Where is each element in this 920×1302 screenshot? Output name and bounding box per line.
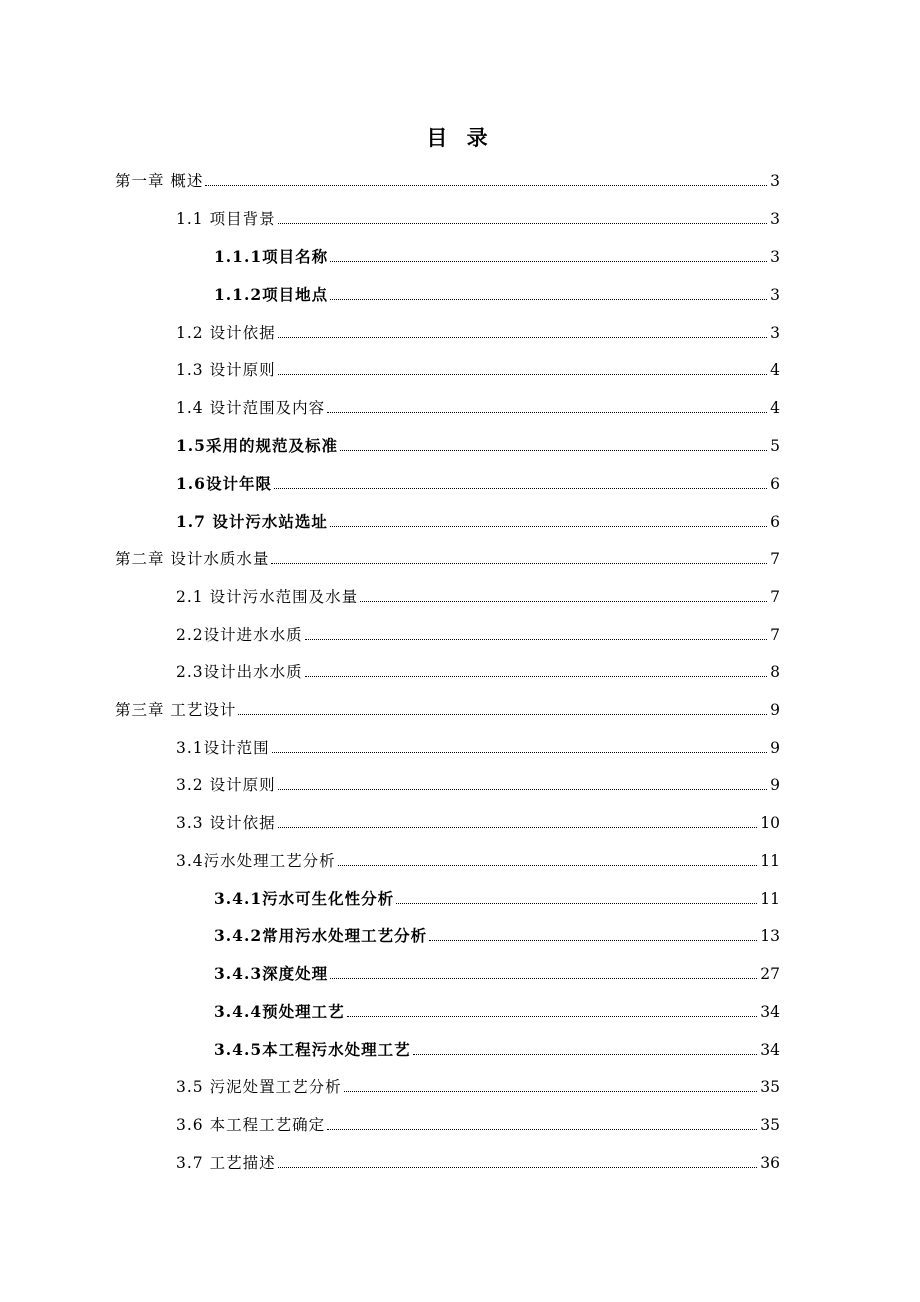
dot-leader <box>205 184 767 186</box>
toc-entry[interactable] <box>214 998 780 1022</box>
dot-leader <box>330 260 767 262</box>
toc-entry-page: 35 <box>760 1116 780 1134</box>
dot-leader <box>278 373 768 375</box>
toc-entry[interactable] <box>214 281 780 305</box>
dot-leader <box>278 336 768 338</box>
toc-entry-page: 34 <box>760 1041 780 1059</box>
toc-entry-page: 7 <box>770 588 780 606</box>
toc-entry-label: 3.4.3深度处理 <box>214 964 329 983</box>
toc-entry[interactable] <box>176 1111 780 1135</box>
toc-entry[interactable] <box>214 922 780 946</box>
toc-entry-page: 9 <box>770 701 780 719</box>
toc-entry[interactable] <box>176 1149 780 1173</box>
toc-entry-page: 35 <box>760 1078 780 1096</box>
toc-entry-page: 3 <box>770 324 780 342</box>
toc-entry-label: 第二章 设计水质水量 <box>115 550 270 568</box>
toc-entry[interactable] <box>115 167 780 191</box>
toc-entry-label: 1.2 设计依据 <box>176 324 276 342</box>
dot-leader <box>396 902 757 904</box>
toc-entry-page: 3 <box>770 248 780 266</box>
toc-entry-label: 3.4污水处理工艺分析 <box>176 852 336 870</box>
toc-entry-label: 1.1.2项目地点 <box>214 285 329 304</box>
dot-leader <box>413 1053 758 1055</box>
toc-entry-page: 9 <box>770 739 780 757</box>
dot-leader <box>238 713 767 715</box>
toc-entry-label: 1.5采用的规范及标准 <box>176 436 338 455</box>
toc-title: 目 录 <box>426 125 494 150</box>
toc-entry[interactable] <box>214 960 780 984</box>
toc-entry-page: 8 <box>770 663 780 681</box>
toc-entry[interactable] <box>176 734 780 758</box>
toc-entry-label: 3.5 污泥处置工艺分析 <box>176 1078 342 1096</box>
toc-entry[interactable] <box>176 771 780 795</box>
dot-leader <box>347 1015 758 1017</box>
dot-leader <box>330 977 757 979</box>
dot-leader <box>305 675 767 677</box>
toc-entry-page: 36 <box>760 1154 780 1172</box>
toc-entry-label: 3.3 设计依据 <box>176 814 276 832</box>
toc-entry[interactable] <box>176 470 780 494</box>
toc-entry-label: 2.3设计出水水质 <box>176 663 303 681</box>
toc-entry-label: 1.6设计年限 <box>176 474 272 493</box>
toc-entry-page: 27 <box>760 965 780 983</box>
dot-leader <box>327 411 767 413</box>
dot-leader <box>272 751 767 753</box>
toc-entry-page: 13 <box>760 927 780 945</box>
toc-entry[interactable] <box>214 885 780 909</box>
toc-entry-page: 3 <box>770 286 780 304</box>
toc-entry-page: 4 <box>770 361 780 379</box>
toc-entry[interactable] <box>176 394 780 418</box>
toc-entry-label: 1.1.1项目名称 <box>214 247 329 266</box>
toc-entry[interactable] <box>176 1073 780 1097</box>
toc-entry-page: 6 <box>770 475 780 493</box>
dot-leader <box>327 1128 757 1130</box>
toc-entry-page: 7 <box>770 550 780 568</box>
dot-leader <box>330 298 767 300</box>
dot-leader <box>278 788 768 790</box>
toc-entry[interactable] <box>176 432 780 456</box>
dot-leader <box>271 562 767 564</box>
toc-entry[interactable] <box>176 658 780 682</box>
toc-entry-label: 1.4 设计范围及内容 <box>176 399 326 417</box>
dot-leader <box>278 1166 758 1168</box>
toc-entry-page: 4 <box>770 399 780 417</box>
dot-leader <box>344 1090 758 1092</box>
toc-entry[interactable] <box>176 356 780 380</box>
toc-entry-label: 3.2 设计原则 <box>176 776 276 794</box>
toc-entry-label: 3.4.2常用污水处理工艺分析 <box>214 926 428 945</box>
toc-entry[interactable] <box>176 809 780 833</box>
toc-entry-label: 2.1 设计污水范围及水量 <box>176 588 359 606</box>
toc-entry-label: 2.2设计进水水质 <box>176 626 303 644</box>
toc-entry[interactable] <box>176 847 780 871</box>
toc-entry-page: 7 <box>770 626 780 644</box>
dot-leader <box>338 864 758 866</box>
dot-leader <box>278 222 768 224</box>
toc-entry-page: 9 <box>770 776 780 794</box>
dot-leader <box>305 638 767 640</box>
toc-entry[interactable] <box>176 621 780 645</box>
dot-leader <box>429 939 757 941</box>
toc-entry-label: 第三章 工艺设计 <box>115 701 237 719</box>
dot-leader <box>330 525 767 527</box>
toc-entry-label: 1.3 设计原则 <box>176 361 276 379</box>
dot-leader <box>360 600 767 602</box>
toc-entry[interactable] <box>176 205 780 229</box>
dot-leader <box>274 487 767 489</box>
toc-entry[interactable] <box>115 545 780 569</box>
toc-entry-page: 3 <box>770 210 780 228</box>
toc-entry[interactable] <box>214 1036 780 1060</box>
toc-entry-label: 3.6 本工程工艺确定 <box>176 1116 326 1134</box>
toc-entry-page: 10 <box>760 814 780 832</box>
dot-leader <box>278 826 758 828</box>
toc-entry-label: 3.7 工艺描述 <box>176 1154 276 1172</box>
toc-entry[interactable] <box>115 696 780 720</box>
toc-entry-label: 第一章 概述 <box>115 172 204 190</box>
toc-entry[interactable] <box>176 583 780 607</box>
toc-entry-page: 5 <box>770 437 780 455</box>
toc-entry-label: 3.4.1污水可生化性分析 <box>214 889 395 908</box>
toc-entry-page: 34 <box>760 1003 780 1021</box>
toc-entry-label: 3.1设计范围 <box>176 739 270 757</box>
toc-entry[interactable] <box>214 243 780 267</box>
toc-entry-label: 1.1 项目背景 <box>176 210 276 228</box>
toc-entry[interactable] <box>176 508 780 532</box>
toc-entry-page: 11 <box>760 890 780 908</box>
toc-entry-label: 3.4.5本工程污水处理工艺 <box>214 1040 411 1059</box>
toc-entry-page: 6 <box>770 513 780 531</box>
toc-entry-page: 3 <box>770 172 780 190</box>
toc-entry[interactable] <box>176 319 780 343</box>
toc-entry-label: 1.7 设计污水站选址 <box>176 512 328 531</box>
toc-entry-label: 3.4.4预处理工艺 <box>214 1002 345 1021</box>
dot-leader <box>340 449 767 451</box>
toc-entry-page: 11 <box>760 852 780 870</box>
